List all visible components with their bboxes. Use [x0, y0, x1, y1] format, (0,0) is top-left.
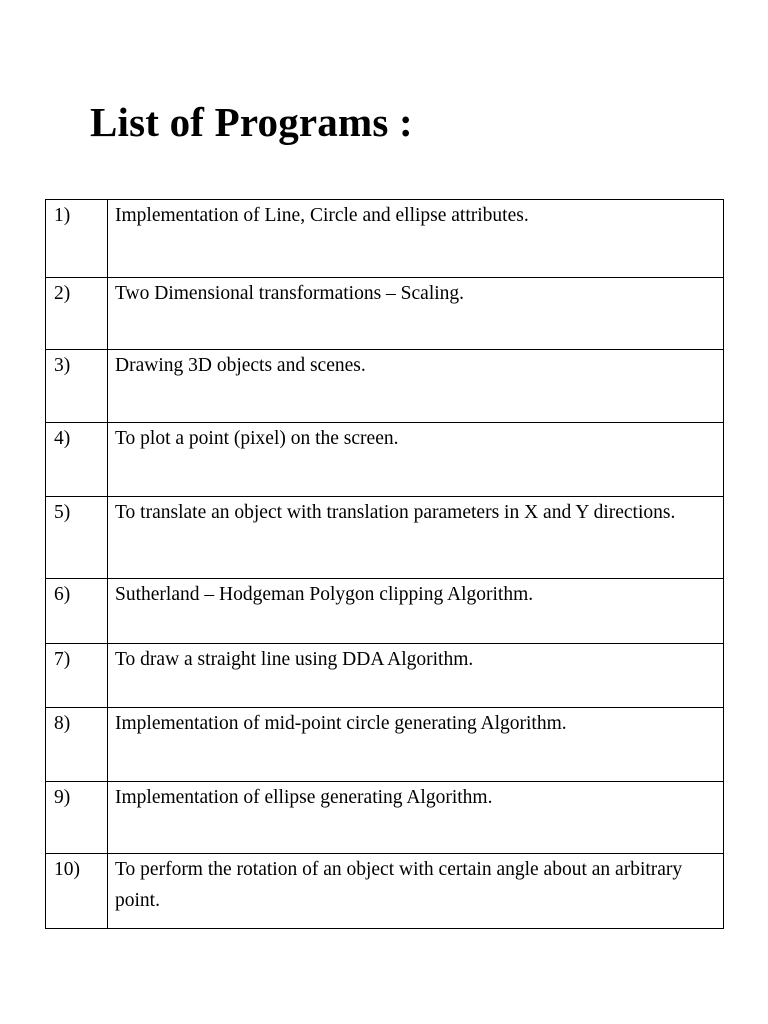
program-description: Implementation of Line, Circle and ellipse attributes.: [108, 200, 724, 278]
program-description: Two Dimensional transformations – Scaling.: [108, 278, 724, 350]
program-number: 3): [46, 350, 108, 423]
table-row: [46, 782, 724, 854]
program-description: Implementation of mid-point circle generating Algorithm.: [108, 708, 724, 782]
table-row: [46, 423, 724, 497]
table-row: [46, 644, 724, 708]
program-description: To translate an object with translation parameters in X and Y directions.: [108, 497, 724, 579]
program-table: [45, 199, 724, 929]
table-row: [46, 200, 724, 278]
program-number: 9): [46, 782, 108, 854]
program-description: Sutherland – Hodgeman Polygon clipping Algorithm.: [108, 579, 724, 644]
program-number: 1): [46, 200, 108, 278]
table-row: [46, 278, 724, 350]
program-description: Drawing 3D objects and scenes.: [108, 350, 724, 423]
program-number: 7): [46, 644, 108, 708]
table-row: [46, 497, 724, 579]
program-description: To perform the rotation of an object with certain angle about an arbitrary point.: [108, 854, 724, 929]
program-number: 2): [46, 278, 108, 350]
program-number: 8): [46, 708, 108, 782]
program-description: Implementation of ellipse generating Algorithm.: [108, 782, 724, 854]
program-number: 6): [46, 579, 108, 644]
table-row: [46, 708, 724, 782]
table-row: [46, 350, 724, 423]
program-number: 10): [46, 854, 108, 929]
page-title: List of Programs :: [90, 99, 413, 145]
table-row: [46, 579, 724, 644]
program-number: 4): [46, 423, 108, 497]
program-description: To draw a straight line using DDA Algorithm.: [108, 644, 724, 708]
program-description: To plot a point (pixel) on the screen.: [108, 423, 724, 497]
program-number: 5): [46, 497, 108, 579]
table-row: [46, 854, 724, 929]
